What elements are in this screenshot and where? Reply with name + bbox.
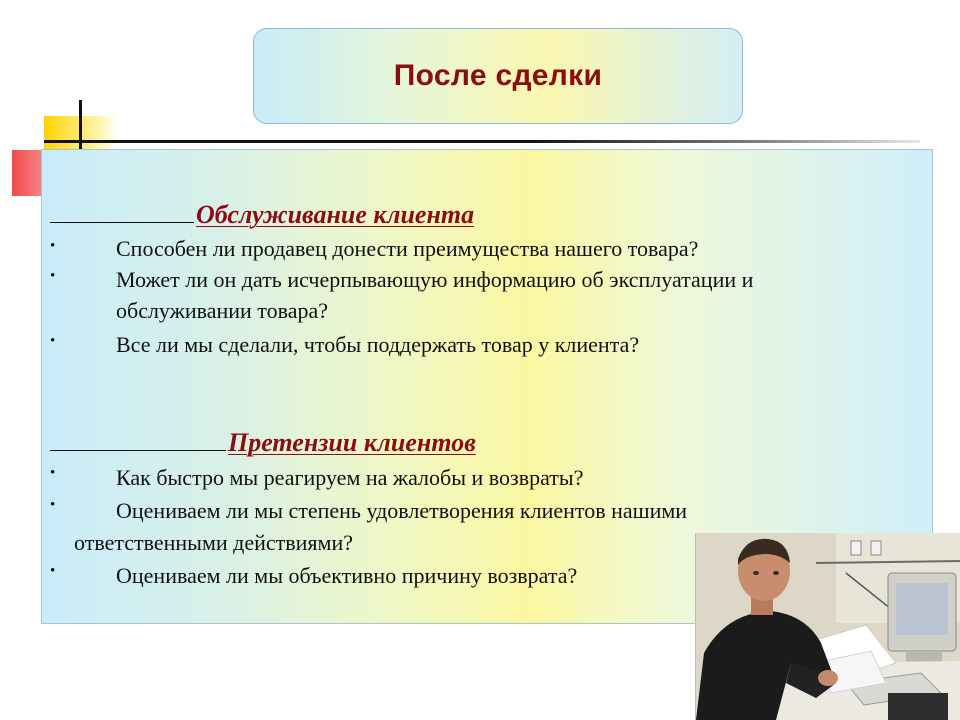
section-heading-service	[50, 200, 474, 230]
list-item: Оцениваем ли мы степень удовлетворения клиентов нашими	[116, 498, 688, 523]
list-item-continuation: ответственными действиями?	[74, 530, 354, 555]
office-worker-photo	[695, 533, 960, 720]
heading-underline-rule	[50, 449, 226, 451]
list-item: Способен ли продавец донести преимущества нашего товара?	[116, 236, 699, 261]
bullet-dot: •	[50, 497, 56, 513]
section-heading-text: Обслуживание клиента	[196, 200, 475, 229]
list-item: Может ли он дать исчерпывающую информацию об эксплуатации и	[116, 267, 754, 292]
list-item: Все ли мы сделали, чтобы поддержать товар у клиента?	[116, 332, 640, 357]
bullet-dot: •	[50, 268, 56, 284]
bullet-dot: •	[50, 465, 56, 481]
photo-illustration	[696, 533, 960, 720]
heading-underline-rule	[50, 221, 194, 223]
slide-title: После сделки	[393, 59, 603, 92]
bullet-dot: •	[50, 238, 56, 254]
bullet-dot: •	[50, 333, 56, 349]
bullet-dot: •	[50, 563, 56, 579]
section-heading-text: Претензии клиентов	[228, 428, 476, 457]
section-heading-complaints	[50, 428, 476, 458]
title-box	[253, 28, 743, 124]
decor-horizontal-line	[44, 140, 920, 143]
list-item: Как быстро мы реагируем на жалобы и возвраты?	[116, 465, 584, 490]
list-item: Оцениваем ли мы объективно причину возврата?	[116, 563, 578, 588]
list-item-continuation: обслуживании товара?	[116, 298, 329, 323]
